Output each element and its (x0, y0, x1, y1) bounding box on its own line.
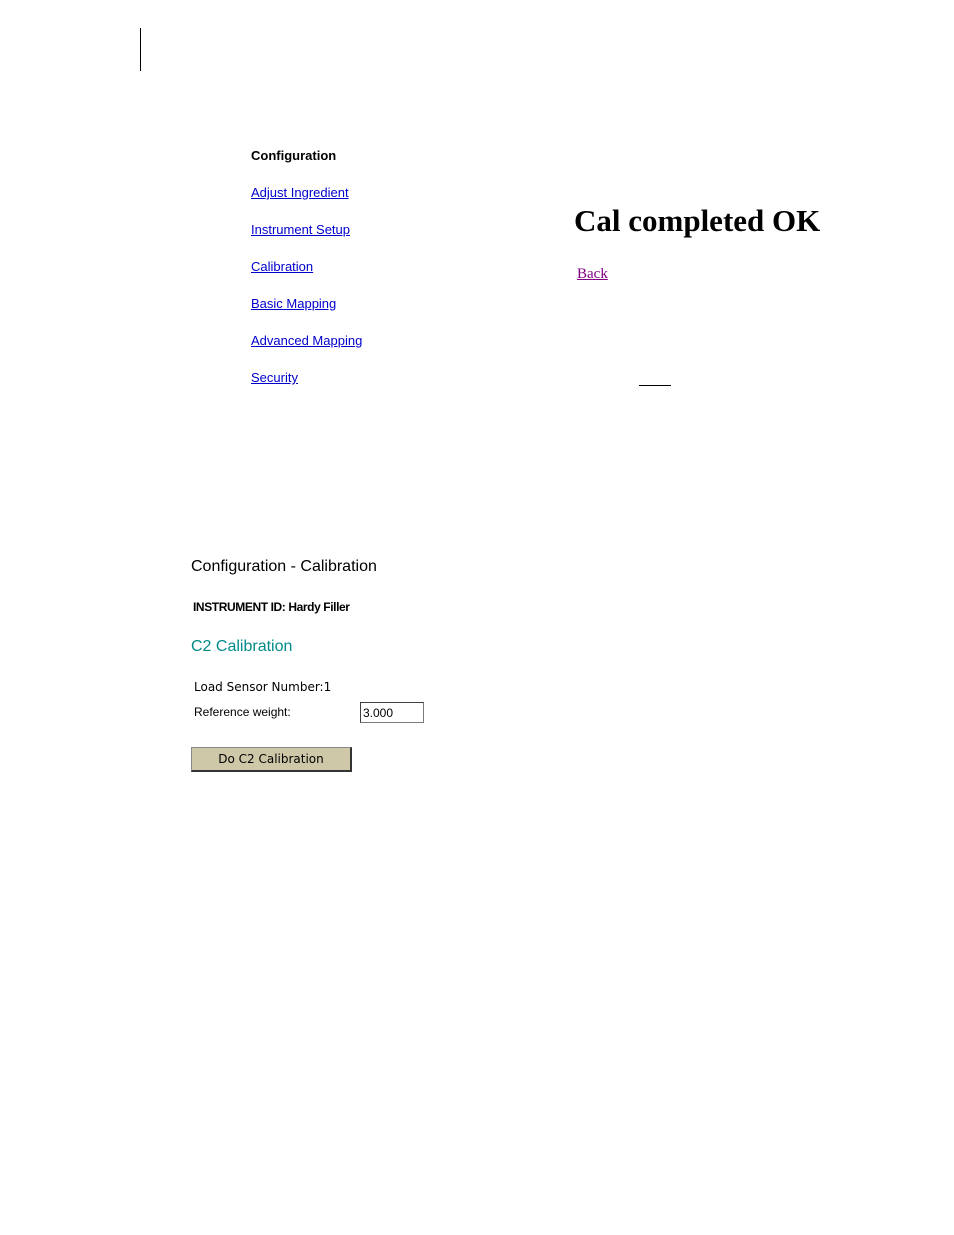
nav-link-calibration[interactable]: Calibration (251, 259, 314, 274)
reference-weight-input[interactable] (360, 702, 424, 723)
status-message: Cal completed OK (574, 203, 821, 238)
back-link[interactable]: Back (577, 266, 608, 282)
nav-link-instrument-setup[interactable]: Instrument Setup (251, 222, 350, 237)
instrument-id: INSTRUMENT ID: Hardy Filler (193, 600, 350, 614)
page-title: Configuration - Calibration (191, 558, 377, 575)
nav-link-security[interactable]: Security (251, 370, 298, 385)
reference-weight-label: Reference weight: (194, 705, 291, 719)
c2-calibration-title: C2 Calibration (191, 638, 293, 655)
divider-line (639, 385, 671, 386)
nav-heading: Configuration (251, 148, 337, 163)
nav-link-basic-mapping[interactable]: Basic Mapping (251, 296, 337, 311)
nav-link-advanced-mapping[interactable]: Advanced Mapping (251, 333, 363, 348)
nav-link-adjust-ingredient[interactable]: Adjust Ingredient (251, 185, 349, 200)
do-c2-calibration-button[interactable]: Do C2 Calibration (191, 747, 352, 772)
margin-rule (140, 28, 141, 71)
load-sensor-number: Load Sensor Number:1 (194, 680, 332, 694)
